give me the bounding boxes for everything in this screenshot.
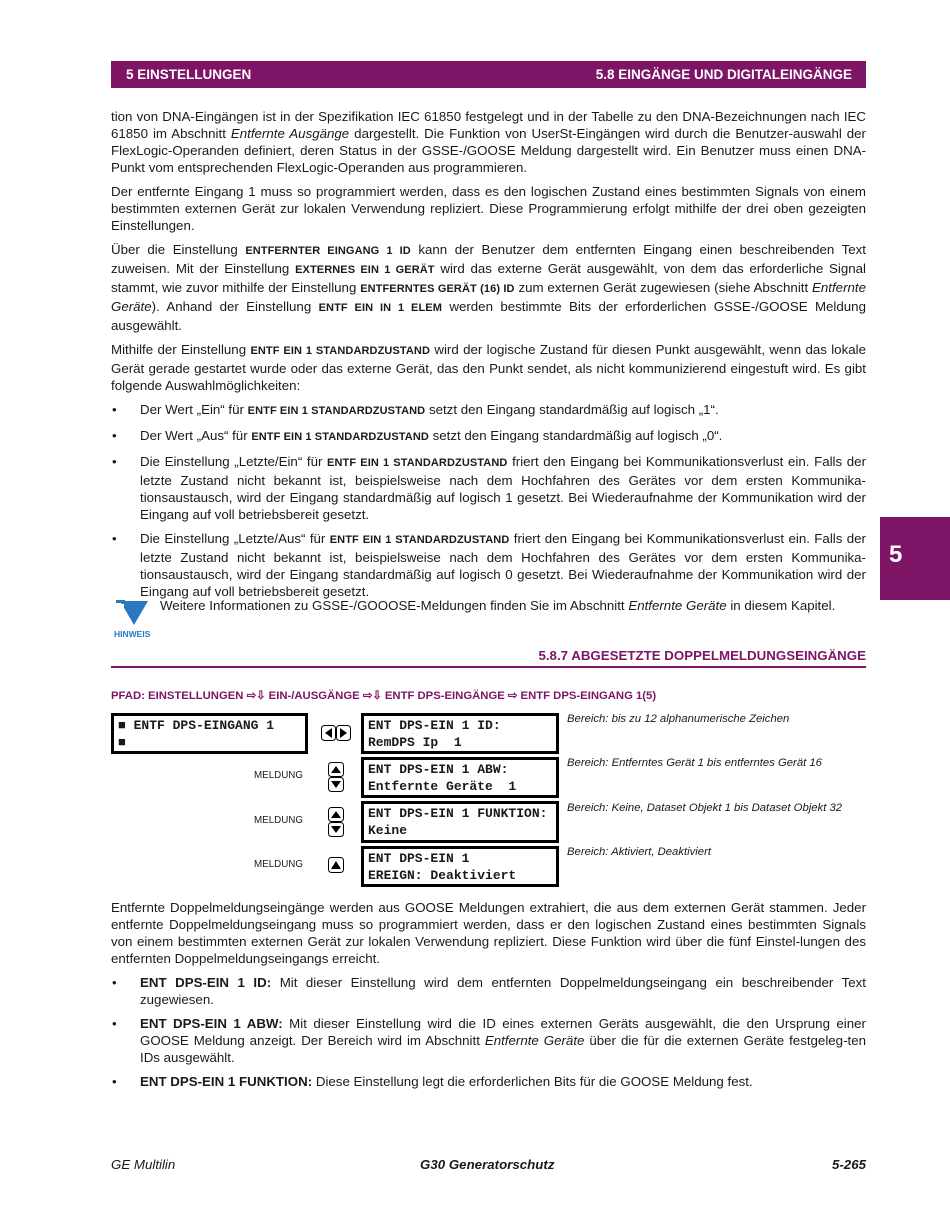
section-rule bbox=[111, 666, 866, 668]
note-text: Weitere Informationen zu GSSE-/GOOOSE-Meldungen finden Sie im Abschnitt Entfernte Geräte in diesem Kapitel. bbox=[160, 598, 836, 613]
footer-left: GE Multilin bbox=[111, 1157, 176, 1172]
setting-range: Bereich: bis zu 12 alphanumerische Zeichen bbox=[567, 713, 790, 725]
paragraph-5: Entfernte Doppelmeldungseingänge werden aus GOOSE Meldungen extrahiert, die aus dem externen Gerät stammen. Jeder entfernte Doppelmeldungseingang muss so programmiert werden, dass er den logischen Zustand eines bestimmten Signals von einem bestimmten externen Gerät zur lokalen Verwendung repliziert. Diese Funktion wird über die fünf Einstel-lungen des entfernten Doppelmeldungseingangs erreicht. bbox=[111, 900, 866, 966]
settings-path: PFAD: EINSTELLUNGEN ⇨⇩ EIN-/AUSGÄNGE ⇨⇩ ENTF DPS-EINGÄNGE ⇨ ENTF DPS-EINGANG 1(5) bbox=[111, 690, 657, 702]
default-state-list bbox=[111, 401, 866, 600]
upper-body-text bbox=[111, 108, 866, 607]
paragraph-4: Mithilfe der Einstellung ENTF EIN 1 STANDARDZUSTAND wird der logische Zustand für diesen Punkt ausgewählt, wenn das lokale Gerät gerade gestartet wurde oder das externe Gerät, das den Punkt sendet, als nicht kommunizierend eingestuft wird. Es gibt folgende Auswahlmöglichkeiten: bbox=[111, 342, 866, 393]
menu-heading-display: ■ ENTF DPS-EINGANG 1 ■ bbox=[111, 713, 308, 754]
section-title: 5.8.7 ABGESETZTE DOPPELMELDUNGSEINGÄNGE bbox=[538, 648, 866, 663]
list-item: • Die Einstellung „Letzte/Ein“ für ENTF EIN 1 STANDARDZUSTAND friert den Eingang bei Kommunikationsverlust ein. Falls der letzte Zustand nicht bekannt ist, beispielsweise nach dem Hochfahren des Gerätes vor dem ersten Kommunika-tionsaustausch, wird der Eingang standardmäßig auf logisch 1 gesetzt. Bei Wiederaufnahme der Kommunikation wird der Eingang auf voll betriebsbereit gesetzt. bbox=[111, 453, 866, 523]
up-key-icon bbox=[328, 857, 344, 878]
meldung-label: MELDUNG bbox=[254, 859, 303, 870]
meldung-label: MELDUNG bbox=[254, 815, 303, 826]
list-item: • ENT DPS-EIN 1 ABW: Mit dieser Einstellung wird die ID eines externen Geräts ausgewählt, die den Ursprung einer GOOSE Meldung anzeigt. Der Bereich wird im Abschnitt Entfernte Geräte über die für die externen Geräte festgeleg-ten IDs ausgewählt. bbox=[111, 1015, 866, 1066]
list-item: • ENT DPS-EIN 1 ID: Mit dieser Einstellung wird dem entfernten Doppelmeldungseingang ein beschreibender Text zugewiesen. bbox=[111, 974, 866, 1008]
note-icon-label: HINWEIS bbox=[114, 629, 151, 639]
paragraph-2: Der entfernte Eingang 1 muss so programmiert werden, dass es den logischen Zustand eines bestimmten Signals von einem bestimmten externen Gerät zur lokalen Verwendung repliziert. Diese Programmierung erfolgt mithilfe der drei oben gezeigten Einstellungen. bbox=[111, 184, 866, 233]
path-arrow-icon: ⇨⇩ bbox=[362, 690, 382, 702]
up-down-keys-icon bbox=[328, 762, 344, 797]
up-down-keys-icon bbox=[328, 807, 344, 842]
lower-body-text bbox=[111, 899, 866, 1097]
setting-display: ENT DPS-EIN 1 EREIGN: Deaktiviert bbox=[361, 846, 559, 887]
path-arrow-icon: ⇨ bbox=[507, 690, 518, 702]
page-number: 5-265 bbox=[831, 1157, 866, 1172]
footer-center: G30 Generatorschutz bbox=[420, 1157, 555, 1172]
setting-display: ENT DPS-EIN 1 ID: RemDPS Ip 1 bbox=[361, 713, 559, 754]
setting-range: Bereich: Keine, Dataset Objekt 1 bis Dataset Objekt 32 bbox=[567, 802, 843, 814]
setting-range: Bereich: Aktiviert, Deaktiviert bbox=[567, 846, 711, 858]
setting-description-list bbox=[111, 974, 866, 1090]
page-header bbox=[111, 61, 866, 88]
setting-display: ENT DPS-EIN 1 ABW: Entfernte Geräte 1 bbox=[361, 757, 559, 798]
chapter-side-tab: 5 bbox=[880, 517, 950, 600]
path-arrow-icon: ⇨⇩ bbox=[246, 690, 266, 702]
meldung-label: MELDUNG bbox=[254, 770, 303, 781]
setting-range: Bereich: Entferntes Gerät 1 bis entferntes Gerät 16 bbox=[567, 757, 822, 769]
header-section: 5.8 EINGÄNGE UND DIGITALEINGÄNGE bbox=[595, 67, 852, 82]
paragraph-1: tion von DNA-Eingängen ist in der Spezifikation IEC 61850 festgelegt und in der Tabelle zu den DNA-Bezeichnungen nach IEC 61850 im Abschnitt Entfernte Ausgänge dargestellt. Die Funktion von UserSt-Eingängen wird durch die Benutzer-auswahl der FlexLogic-Operanden definiert, deren Status in der GSSE-/GOOSE Meldung dargestellt wird. Ein Benutzer muss einen DNA-Punkt vom entsprechenden FlexLogic-Operanden aus programmieren. bbox=[111, 109, 866, 175]
list-item: • Der Wert „Ein“ für ENTF EIN 1 STANDARDZUSTAND setzt den Eingang standardmäßig auf logisch „1“. bbox=[111, 401, 866, 420]
list-item: • Der Wert „Aus“ für ENTF EIN 1 STANDARDZUSTAND setzt den Eingang standardmäßig auf logisch „0“. bbox=[111, 427, 866, 446]
setting-display: ENT DPS-EIN 1 FUNKTION: Keine bbox=[361, 801, 559, 843]
list-item: • Die Einstellung „Letzte/Aus“ für ENTF EIN 1 STANDARDZUSTAND friert den Eingang bei Kommunikationsverlust ein. Falls der letzte Zustand nicht bekannt ist, beispielsweise nach dem Hochfahren des Gerätes vor dem ersten Kommunika-tionsaustausch, wird der Eingang standardmäßig auf logisch 0 gesetzt. Bei Wiederaufnahme der Kommunikation wird der Eingang auf voll betriebsbereit gesetzt. bbox=[111, 530, 866, 600]
paragraph-3: Über die Einstellung ENTFERNTER EINGANG 1 ID kann der Benutzer dem entfernten Eingang einen beschreibenden Text zuweisen. Mit der Einstellung EXTERNES EIN 1 GERÄT wird das externe Gerät ausgewählt, von dem das erforderliche Signal stammt, wie zuvor mithilfe der Einstellung ENTFERNTES GERÄT (16) ID zum externen Gerät zugewiesen (siehe Abschnitt Entfernte Geräte). Anhand der Einstellung ENTF EIN IN 1 ELEM werden bestimmte Bits der erforderlichen GSSE-/GOOSE Meldung ausgewählt. bbox=[111, 242, 866, 333]
list-item: • ENT DPS-EIN 1 FUNKTION: Diese Einstellung legt die erforderlichen Bits für die GOOSE Meldung fest. bbox=[111, 1073, 866, 1090]
header-chapter: 5 EINSTELLUNGEN bbox=[126, 67, 252, 82]
note-icon bbox=[112, 598, 152, 640]
left-right-keys-icon bbox=[321, 725, 351, 746]
